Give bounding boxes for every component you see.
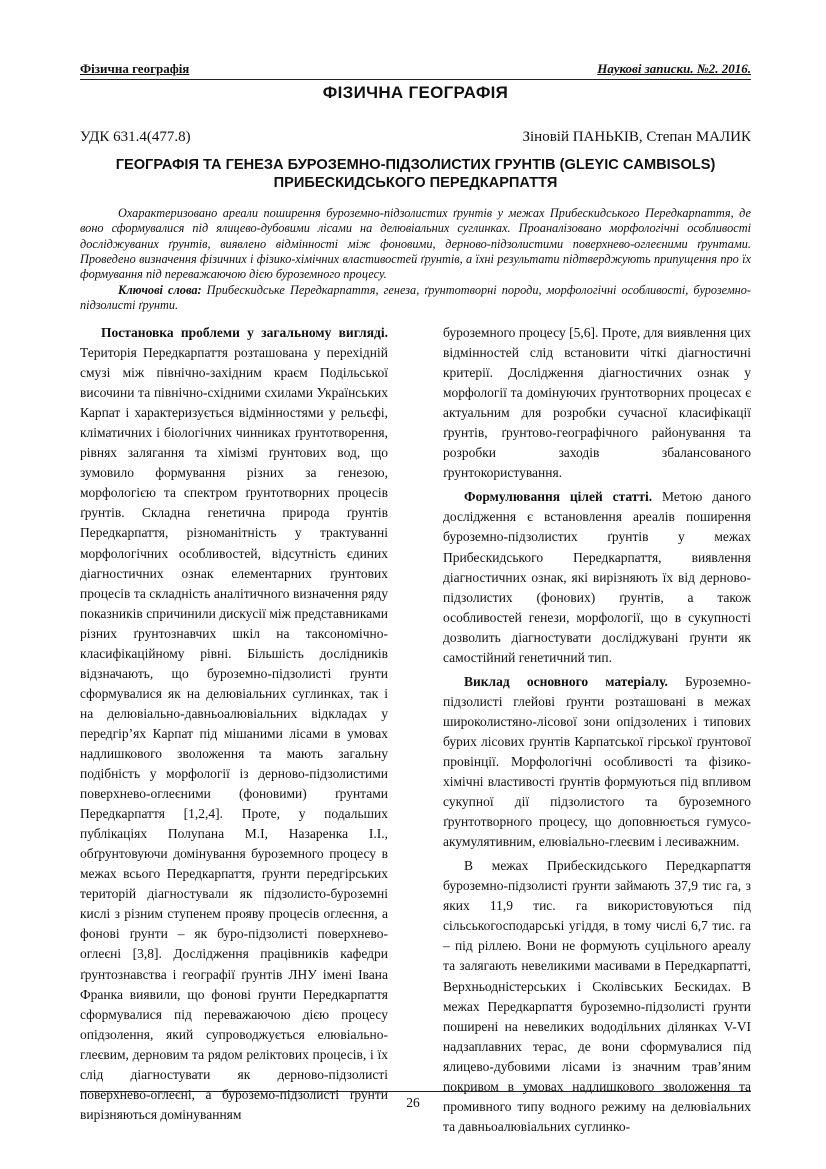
paragraph-goals-text: Метою даного дослідження є встановлення ареалів поширення буроземно-підзолистих ґрунтів у межах Прибескидського Передкарпаття, виявлення діагностичних ознак, які вирізняють їх від дерново-підзолистих (фонових) ґрунтів, а також особливостей генези, морфології, що в сукупності дозволить діагностувати досліджувані ґрунти як самостійний генетичний тип. <box>443 489 751 665</box>
section-title: ФІЗИЧНА ГЕОГРАФІЯ <box>322 83 509 102</box>
keywords-text: Прибескидське Передкарпаття, генеза, ґрунтотворні породи, морфологічні особливості, буроземно-підзолисті ґрунти. <box>80 283 752 313</box>
authors: Зіновій ПАНЬКІВ, Степан МАЛИК <box>522 129 751 145</box>
right-column <box>443 323 751 1137</box>
article-title: ГЕОГРАФІЯ ТА ГЕНЕЗА БУРОЗЕМНО-ПІДЗОЛИСТИХ ГРУНТІВ (GLEYIC CAMBISOLS) ПРИБЕСКИДСЬКОГО ПЕРЕДКАРПАТТЯ <box>115 157 716 191</box>
paragraph-goals <box>443 487 751 667</box>
running-header <box>80 61 751 80</box>
paragraph-problem <box>80 323 388 1125</box>
left-column <box>80 323 388 1125</box>
heading-main: Виклад основного матеріалу. <box>464 673 668 689</box>
journal-issue-label: Наукові записки. №2. 2016. <box>597 61 751 76</box>
page-number: 26 <box>406 1095 420 1110</box>
journal-section-label: Фізична географія <box>80 61 190 76</box>
abstract: Охарактеризовано ареали поширення буроземно-підзолистих ґрунтів у межах Прибескидського Передкарпаття, де воно сформувалися під ялицево-дубовими лісами на делювіальних суглинках. Проаналізовано морфологічні особливості досліджуваних ґрунтів, виявлено відмінності між фоновими, дерново-підзолистими поверхнево-оглеєними ґрунтами. Проведено визначення фізичних і фізико-хімічних властивостей ґрунтів, а їхні результати підтверджують припущення про їх формування під переважаючою дією буроземного процесу. <box>80 206 751 282</box>
paragraph-main-text: Буроземно-підзолисті глейові ґрунти розташовані в межах широколистяно-лісової зони опідзолених і типових бурих лісових ґрунтів Карпатської гірської ґрунтової провінції. Морфологічні особливості та фізико-хімічні властивості ґрунтів формуються під впливом сукупної дії підзолистого та буроземного ґрунтотворного процесу, що доповнюється гумусо-акумулятивним, елювіально-глеєвим і лесиважним. <box>443 673 751 850</box>
heading-goals: Формулювання цілей статті. <box>464 489 653 505</box>
keywords-label: Ключові слова: <box>118 283 202 297</box>
paragraph-problem-text: Територія Передкарпаття розташована у перехідній смузі між північно-західним краєм Подільської височини та північно-східними схилами Українських Карпат і характеризується відмінностями у рельєфі, кліматичних і біологічних чинниках ґрунтотворення, рівнях залягання та хімізмі ґрунтових вод, що зумовило формування різних за генезою, морфологією та спектром ґрунтотворних процесів ґрунтів. Складна генетична природа ґрунтів Передкарпаття, різноманітність у трактуванні морфологічних особливостей, відсутність єдиних діагностичних ознак елементарних ґрунтових процесів та складність аналітичного визначення ряду показників спричинили дискусії між представниками різних ґрунтознавчих шкіл на таксономічно-класифікаційному рівні. Більшість дослідників відзначають, що буроземно-підзолисті ґрунти сформувалися як на делювіальних суглинках, так і на делювіально-давньоалювіальних відкладах у передгір’ях Карпат під мішаними лісами в умовах надлишкового зволоження та мають загальну подібність у морфології із дерново-підзолистими поверхнево-оглеєними (фоновими) ґрунтами Передкарпаття [1,2,4]. Проте, у подальших публікаціях Полупана М.І, Назаренка І.І., обґрунтовуючи домінування буроземного процесу в межах всього Передкарпаття, ґрунти передгірських територій діагностували як підзолисто-буроземні кислі з різним ступенем прояву процесів оглеєння, а фонові ґрунти – як буро-підзолисті поверхнево-оглеєні [3,8]. Дослідження працівників кафедри ґрунтознавства і географії ґрунтів ЛНУ імені Івана Франка виявили, що фонові ґрунти Передкарпаття сформувалися під переважаючою дією процесу опідзолення, який супроводжується елювіально-глеєвим, дерновим та рядом реліктових процесів, і їх слід діагностувати як дерново-підзолисті поверхнево-оглеєні, а буроземо-підзолисті ґрунти вирізняються домінуванням <box>80 345 388 1122</box>
footer-rule <box>80 1091 751 1092</box>
keywords <box>80 283 751 314</box>
heading-problem: Постановка проблеми у загальному вигляді. <box>101 325 388 340</box>
paragraph-problem-continued: буроземного процесу [5,6]. Проте, для виявлення цих відмінностей слід встановити чіткі діагностичні критерії. Дослідження діагностичних ознак у морфології та домінуючих ґрунтотворних процесах є актуальним для розробки сучасної класифікації ґрунтів, ґрунтово-географічного районування та розробки заходів збалансованого ґрунтокористування. <box>443 325 751 481</box>
paragraph-distribution: В межах Прибескидського Передкарпаття буроземно-підзолисті ґрунти займають 37,9 тис га, з яких 11,9 тис. га використовуються під сільськогосподарські угіддя, в тому числі 6,7 тис. га – під ріллею. Вони не формують суцільного ареалу та залягають невеликими масивами в Передкарпатті, Верхньодністерських і Сколівських Бескидах. В межах Передкарпаття буроземно-підзолисті ґрунти поширені на невеликих вододільних ділянках V-VI надзаплавних терас, де вони сформувалися під ялицево-дубовими лісами із значним трав’яним покривом в умовах надлишкового зволоження та промивного типу водного режиму на делювіальних та давньоалювіальних суглинко- <box>443 858 751 1134</box>
paragraph-main <box>443 672 751 852</box>
udk-code: УДК 631.4(477.8) <box>80 129 191 145</box>
